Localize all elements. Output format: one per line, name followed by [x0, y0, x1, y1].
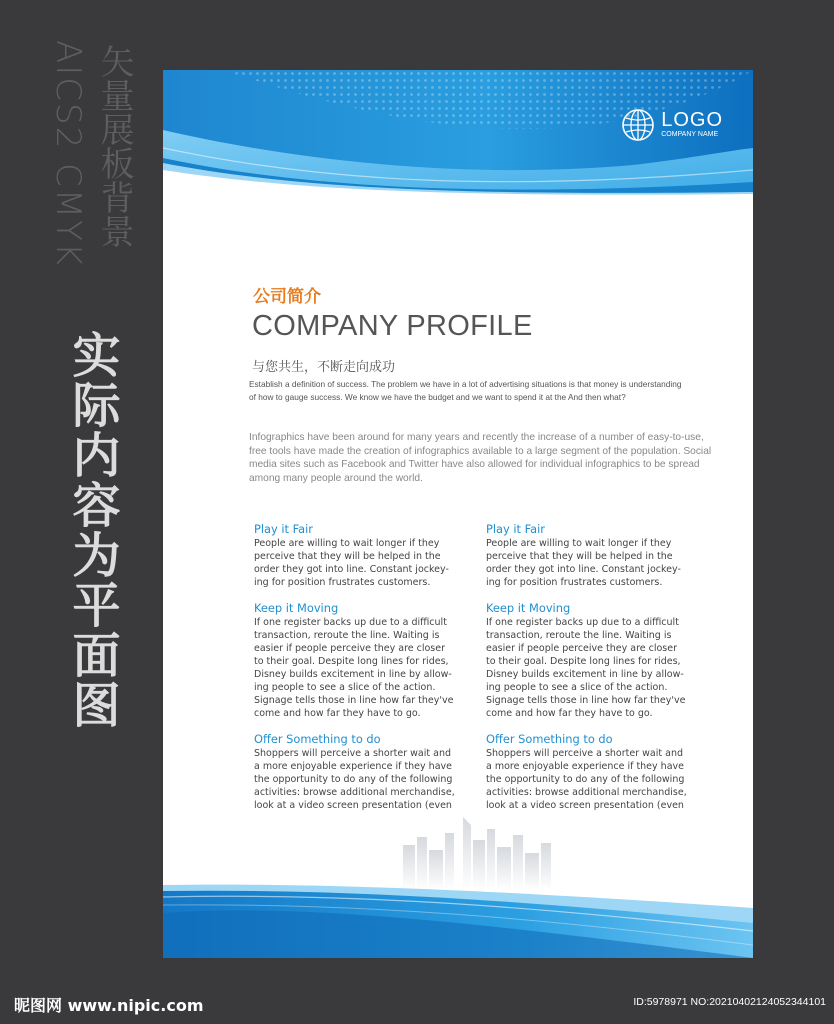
logo-company-name: COMPANY NAME	[661, 131, 719, 138]
title-chinese: 公司简介	[253, 287, 321, 307]
side-label-note: 实际内容为平面图	[64, 330, 120, 730]
globe-icon	[621, 108, 655, 142]
city-skyline-illustration	[393, 815, 563, 890]
intro-paragraph-2: Infographics have been around for many years and recently the increase of a number of easy-to-use, free tools have made the creation of infographics available to a large segment of the population. Social media sites such as Facebook and Twitter have also allowed for individual infographics to be spread among many people around the world.	[249, 432, 712, 484]
section-body: People are willing to wait longer if they perceive that they will be helped in the order they got into line. Constant jockey- ing for position frustrates customers.	[486, 538, 681, 588]
section-play-it-fair	[254, 522, 469, 589]
section-title: Keep it Moving	[486, 601, 571, 615]
section-title: Play it Fair	[254, 522, 313, 536]
logo-mark: LOGO	[661, 109, 723, 131]
section-play-it-fair	[486, 522, 701, 589]
section-keep-it-moving	[254, 601, 469, 720]
section-body: People are willing to wait longer if they perceive that they will be helped in the order they got into line. Constant jockey- ing for position frustrates customers.	[254, 538, 449, 588]
section-offer-something	[486, 732, 701, 812]
side-label-format: AICS2 CMYK	[48, 40, 88, 268]
intro-paragraph-1: Establish a definition of success. The problem we have in a lot of advertising situations is that money is understanding of how to gauge success. We know we have the budget and we want to spend it at the And then what?	[249, 379, 682, 402]
section-keep-it-moving	[486, 601, 701, 720]
subtitle-chinese: 与您共生，不断走向成功	[252, 360, 396, 375]
section-body: If one register backs up due to a difficult transaction, reroute the line. Waiting is easier if people perceive they are closer to their goal. Despite long lines for rides, Disney builds excitement in line by allow- ing people to see a slice of the action. Signage tells those in line how far they've come and how far they have to go.	[254, 617, 454, 719]
left-column	[254, 522, 469, 824]
section-body: Shoppers will perceive a shorter wait and a more enjoyable experience if they have the opportunity to do any of the following activities: browse additional merchandise, look at a video screen presentation (even	[486, 748, 687, 811]
section-title: Offer Something to do	[254, 732, 381, 746]
company-logo	[621, 108, 723, 142]
side-label-vector-board: 矢量展板背景	[94, 44, 134, 248]
footer-id-line: ID:5978971 NO:20210402124052344101	[633, 996, 826, 1008]
section-offer-something	[254, 732, 469, 812]
right-column	[486, 522, 701, 824]
section-title: Keep it Moving	[254, 601, 339, 615]
poster	[163, 70, 753, 958]
section-title: Offer Something to do	[486, 732, 613, 746]
footer-site-watermark: 昵图网 www.nipic.com	[14, 996, 204, 1015]
bottom-wave-band	[163, 883, 753, 958]
section-body: If one register backs up due to a difficult transaction, reroute the line. Waiting is easier if people perceive they are closer to their goal. Despite long lines for rides, Disney builds excitement in line by allow- ing people to see a slice of the action. Signage tells those in line how far they've come and how far they have to go.	[486, 617, 686, 719]
section-title: Play it Fair	[486, 522, 545, 536]
section-body: Shoppers will perceive a shorter wait and a more enjoyable experience if they have the opportunity to do any of the following activities: browse additional merchandise, look at a video screen presentation (even	[254, 748, 455, 811]
page-title: COMPANY PROFILE	[252, 310, 533, 342]
